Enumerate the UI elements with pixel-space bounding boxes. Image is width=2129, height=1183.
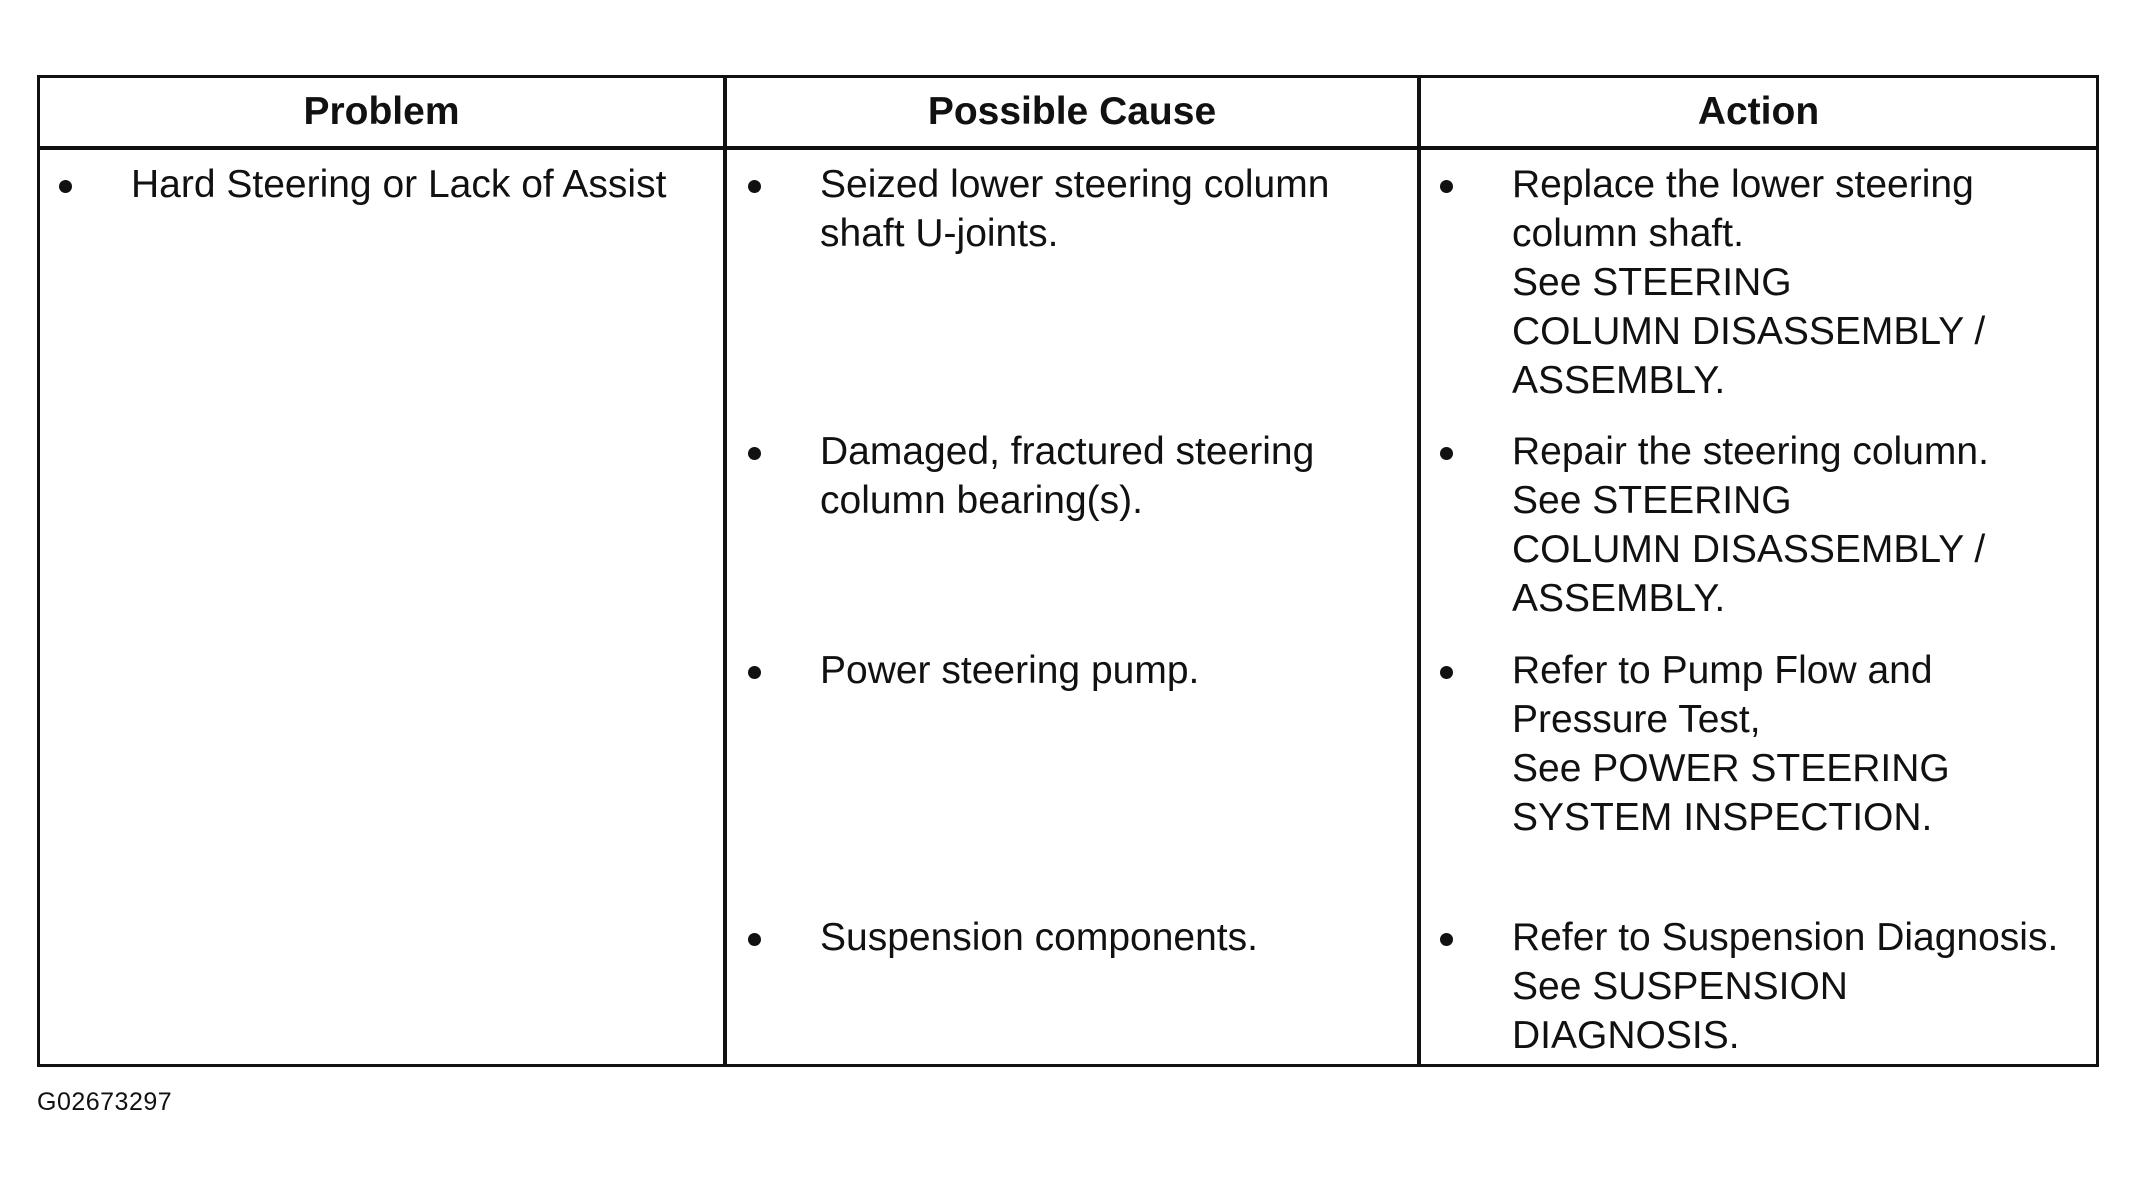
header-possible-cause: Possible Cause — [927, 90, 1217, 133]
header-problem: Problem — [303, 90, 460, 133]
action-text: Refer to Pump Flow and Pressure Test, See POWER STEERING SYSTEM INSPECTION. — [1512, 649, 1950, 839]
cause-text: Damaged, fractured steering column bearing(s). — [820, 430, 1315, 522]
figure-id: G02673297 — [37, 1088, 173, 1116]
table-header-row — [40, 78, 2096, 150]
cause-text: Seized lower steering column shaft U-joints. — [820, 163, 1330, 255]
bullet-icon — [1440, 933, 1453, 946]
action-text: Replace the lower steering column shaft. See STEERING COLUMN DISASSEMBLY / ASSEMBLY. — [1512, 163, 1986, 402]
problem-text: Hard Steering or Lack of Assist — [131, 163, 667, 206]
action-text: Repair the steering column. See STEERING COLUMN DISASSEMBLY / ASSEMBLY. — [1512, 430, 1989, 620]
cause-text: Power steering pump. — [820, 649, 1200, 692]
bullet-icon — [1440, 447, 1453, 460]
action-text: Refer to Suspension Diagnosis. See SUSPENSION DIAGNOSIS. — [1512, 916, 2059, 1057]
bullet-icon — [59, 180, 72, 193]
diagnosis-table — [37, 75, 2099, 1067]
bullet-icon — [1440, 180, 1453, 193]
bullet-icon — [748, 447, 761, 460]
cause-text: Suspension components. — [820, 916, 1258, 959]
bullet-icon — [748, 666, 761, 679]
column-divider — [723, 78, 727, 1064]
bullet-icon — [748, 180, 761, 193]
column-divider — [1417, 78, 1421, 1064]
header-action: Action — [1697, 90, 1820, 133]
bullet-icon — [748, 933, 761, 946]
bullet-icon — [1440, 666, 1453, 679]
